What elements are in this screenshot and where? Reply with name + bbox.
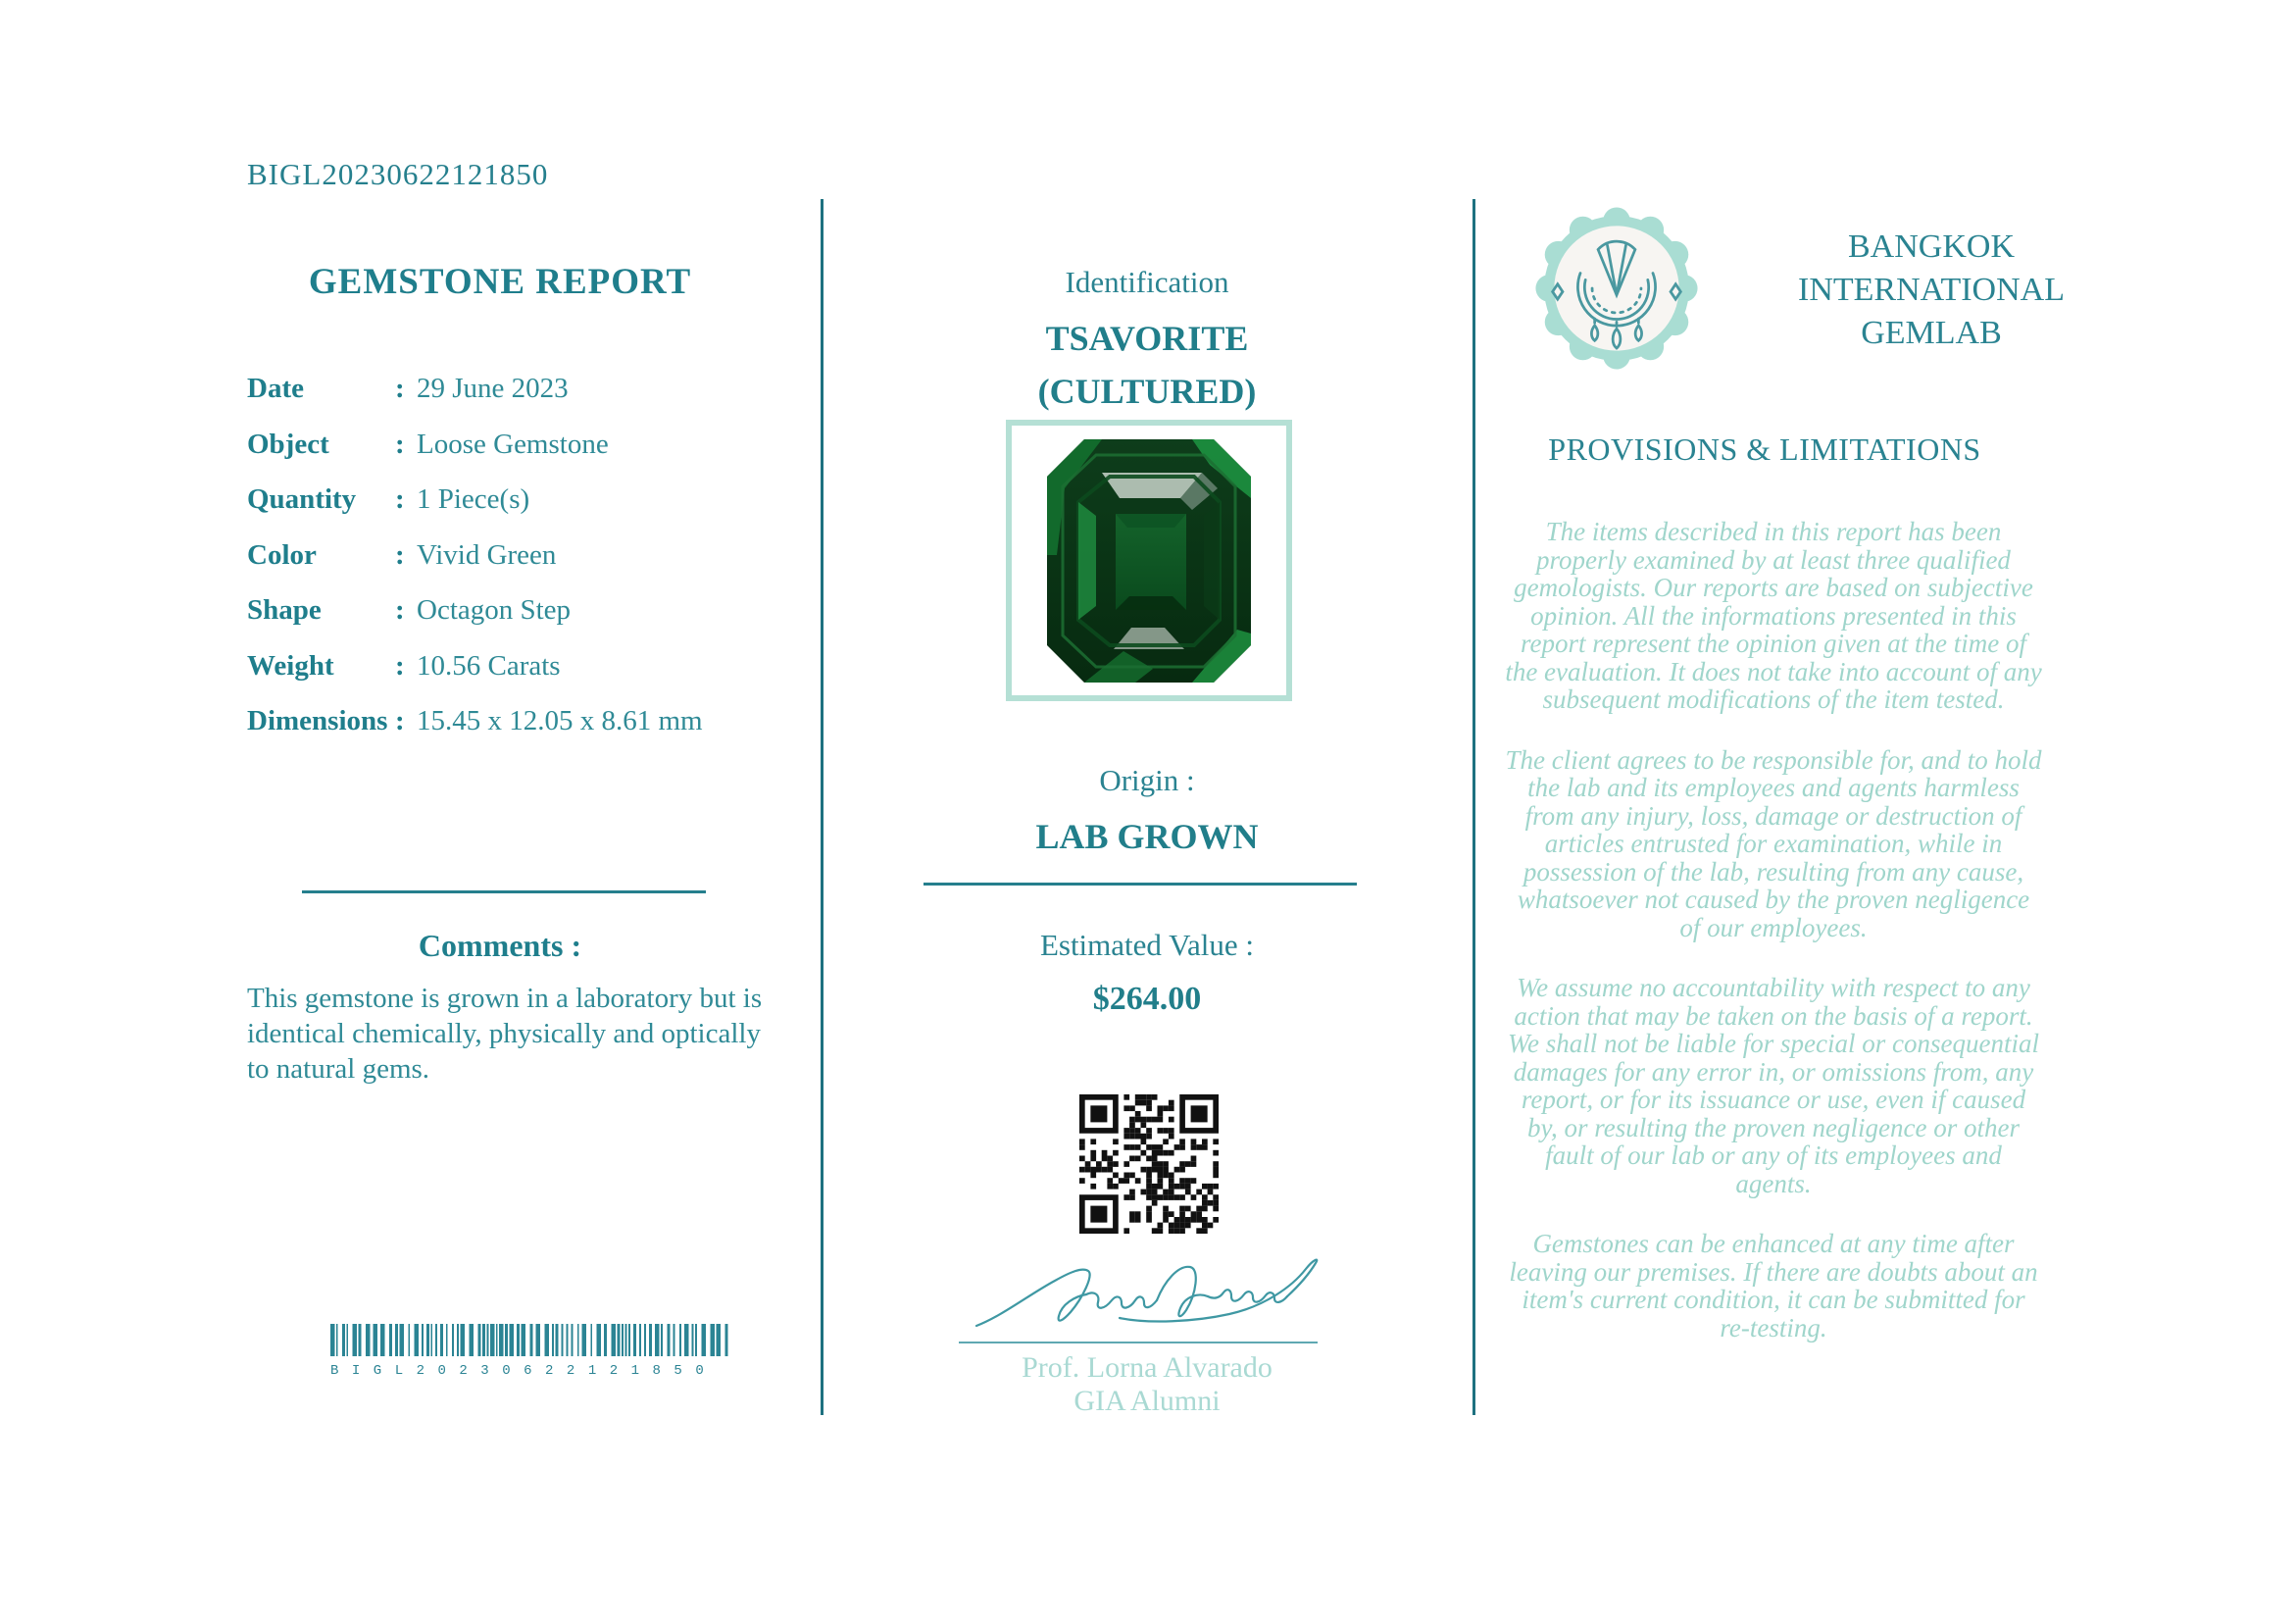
- detail-colon: :: [395, 483, 405, 515]
- gemlab-logo: [1532, 204, 1701, 373]
- page-title: GEMSTONE REPORT: [308, 262, 692, 302]
- detail-colon: :: [395, 594, 405, 626]
- detail-value: Loose Gemstone: [417, 428, 609, 460]
- estimated-value-label: Estimated Value :: [1039, 928, 1255, 962]
- detail-row-date: [247, 373, 776, 429]
- lab-name-line: BANGKOK: [1848, 228, 2015, 265]
- detail-row-object: [247, 429, 776, 484]
- column-divider-left: [821, 199, 824, 1415]
- detail-label: Date: [247, 373, 304, 404]
- gemstone-photo: [1045, 437, 1253, 684]
- detail-colon: :: [395, 705, 405, 736]
- origin-value: LAB GROWN: [1035, 817, 1259, 856]
- provisions-title: PROVISIONS & LIMITATIONS: [1548, 431, 1981, 467]
- signatory-name: Prof. Lorna Alvarado: [1022, 1351, 1273, 1384]
- detail-row-weight: [247, 650, 776, 706]
- detail-colon: :: [395, 538, 405, 571]
- detail-colon: :: [395, 428, 405, 460]
- detail-value: 29 June 2023: [417, 373, 569, 404]
- detail-row-color: [247, 539, 776, 595]
- barcode-caption: BIGL20230622121850: [330, 1363, 718, 1379]
- comments-title: Comments :: [418, 928, 582, 963]
- detail-row-dimensions: [247, 705, 776, 761]
- provisions-paragraph: The items described in this report has been properly examined by at least three qualified gemologists. Our reports are based on subjective opinion. All the informations presented in this report represent the opinion given at the time of the evaluation. It does not take into account of any subsequent modifications of the item tested.: [1505, 517, 2042, 714]
- qr-code: [1079, 1094, 1219, 1234]
- detail-label: Quantity: [247, 483, 357, 515]
- provisions-paragraph: The client agrees to be responsible for, and to hold the lab and its employees and agents harmless from any injury, loss, damage or destruction of articles entrusted for examination, while in possession of the lab, resulting from any cause, whatsoever not caused by the proven negligence of our employees.: [1505, 744, 2042, 942]
- detail-value: 1 Piece(s): [417, 483, 530, 515]
- lab-name-line: INTERNATIONAL: [1798, 272, 2065, 308]
- detail-label: Weight: [247, 649, 334, 682]
- lab-name-line: GEMLAB: [1861, 315, 2002, 351]
- signature-script: [973, 1253, 1322, 1343]
- estimated-value: $264.00: [1092, 981, 1202, 1017]
- detail-row-shape: [247, 594, 776, 650]
- provisions-paragraph: Gemstones can be enhanced at any time after leaving our premises. If there are doubts about an item's current condition, it can be submitted for re-testing.: [1509, 1229, 2038, 1342]
- detail-value: Octagon Step: [417, 594, 572, 626]
- comments-text: This gemstone is grown in a laboratory but is identical chemically, physically and optically to natural gems.: [247, 983, 763, 1085]
- value-divider: [923, 883, 1357, 886]
- detail-value: 15.45 x 12.05 x 8.61 mm: [417, 705, 703, 736]
- detail-label: Shape: [247, 594, 322, 626]
- origin-label: Origin :: [1099, 763, 1195, 797]
- detail-colon: :: [395, 373, 405, 404]
- detail-label: Object: [247, 428, 329, 460]
- report-number: BIGL20230622121850: [247, 157, 549, 191]
- identification-label: Identification: [1065, 265, 1229, 299]
- barcode-block: [330, 1324, 728, 1379]
- barcode: [330, 1324, 728, 1356]
- gemstone-photo-frame: [1006, 420, 1292, 701]
- detail-label: Dimensions: [247, 705, 388, 736]
- detail-colon: :: [395, 649, 405, 682]
- identification-qualifier: (CULTURED): [1037, 372, 1257, 411]
- detail-label: Color: [247, 538, 317, 571]
- provisions-text: [1505, 518, 2042, 1374]
- lab-name: [1794, 226, 2069, 355]
- comments-divider: [302, 890, 706, 893]
- signatory-credential: GIA Alumni: [1073, 1385, 1221, 1417]
- signature-divider: [959, 1342, 1318, 1343]
- gemstone-details: [247, 373, 776, 761]
- identification-name: TSAVORITE: [1045, 319, 1249, 358]
- detail-value: 10.56 Carats: [417, 649, 561, 682]
- provisions-paragraph: We assume no accountability with respect to any action that may be taken on the basis of a report. We shall not be liable for special or consequential damages for any error in, or omissions from, any report, or for its issuance or use, even if caused by, or resulting the proven negligence or other fault of our lab or any of its employees and agents.: [1508, 973, 2039, 1198]
- column-divider-right: [1472, 199, 1475, 1415]
- detail-value: Vivid Green: [417, 538, 557, 571]
- detail-row-quantity: [247, 483, 776, 539]
